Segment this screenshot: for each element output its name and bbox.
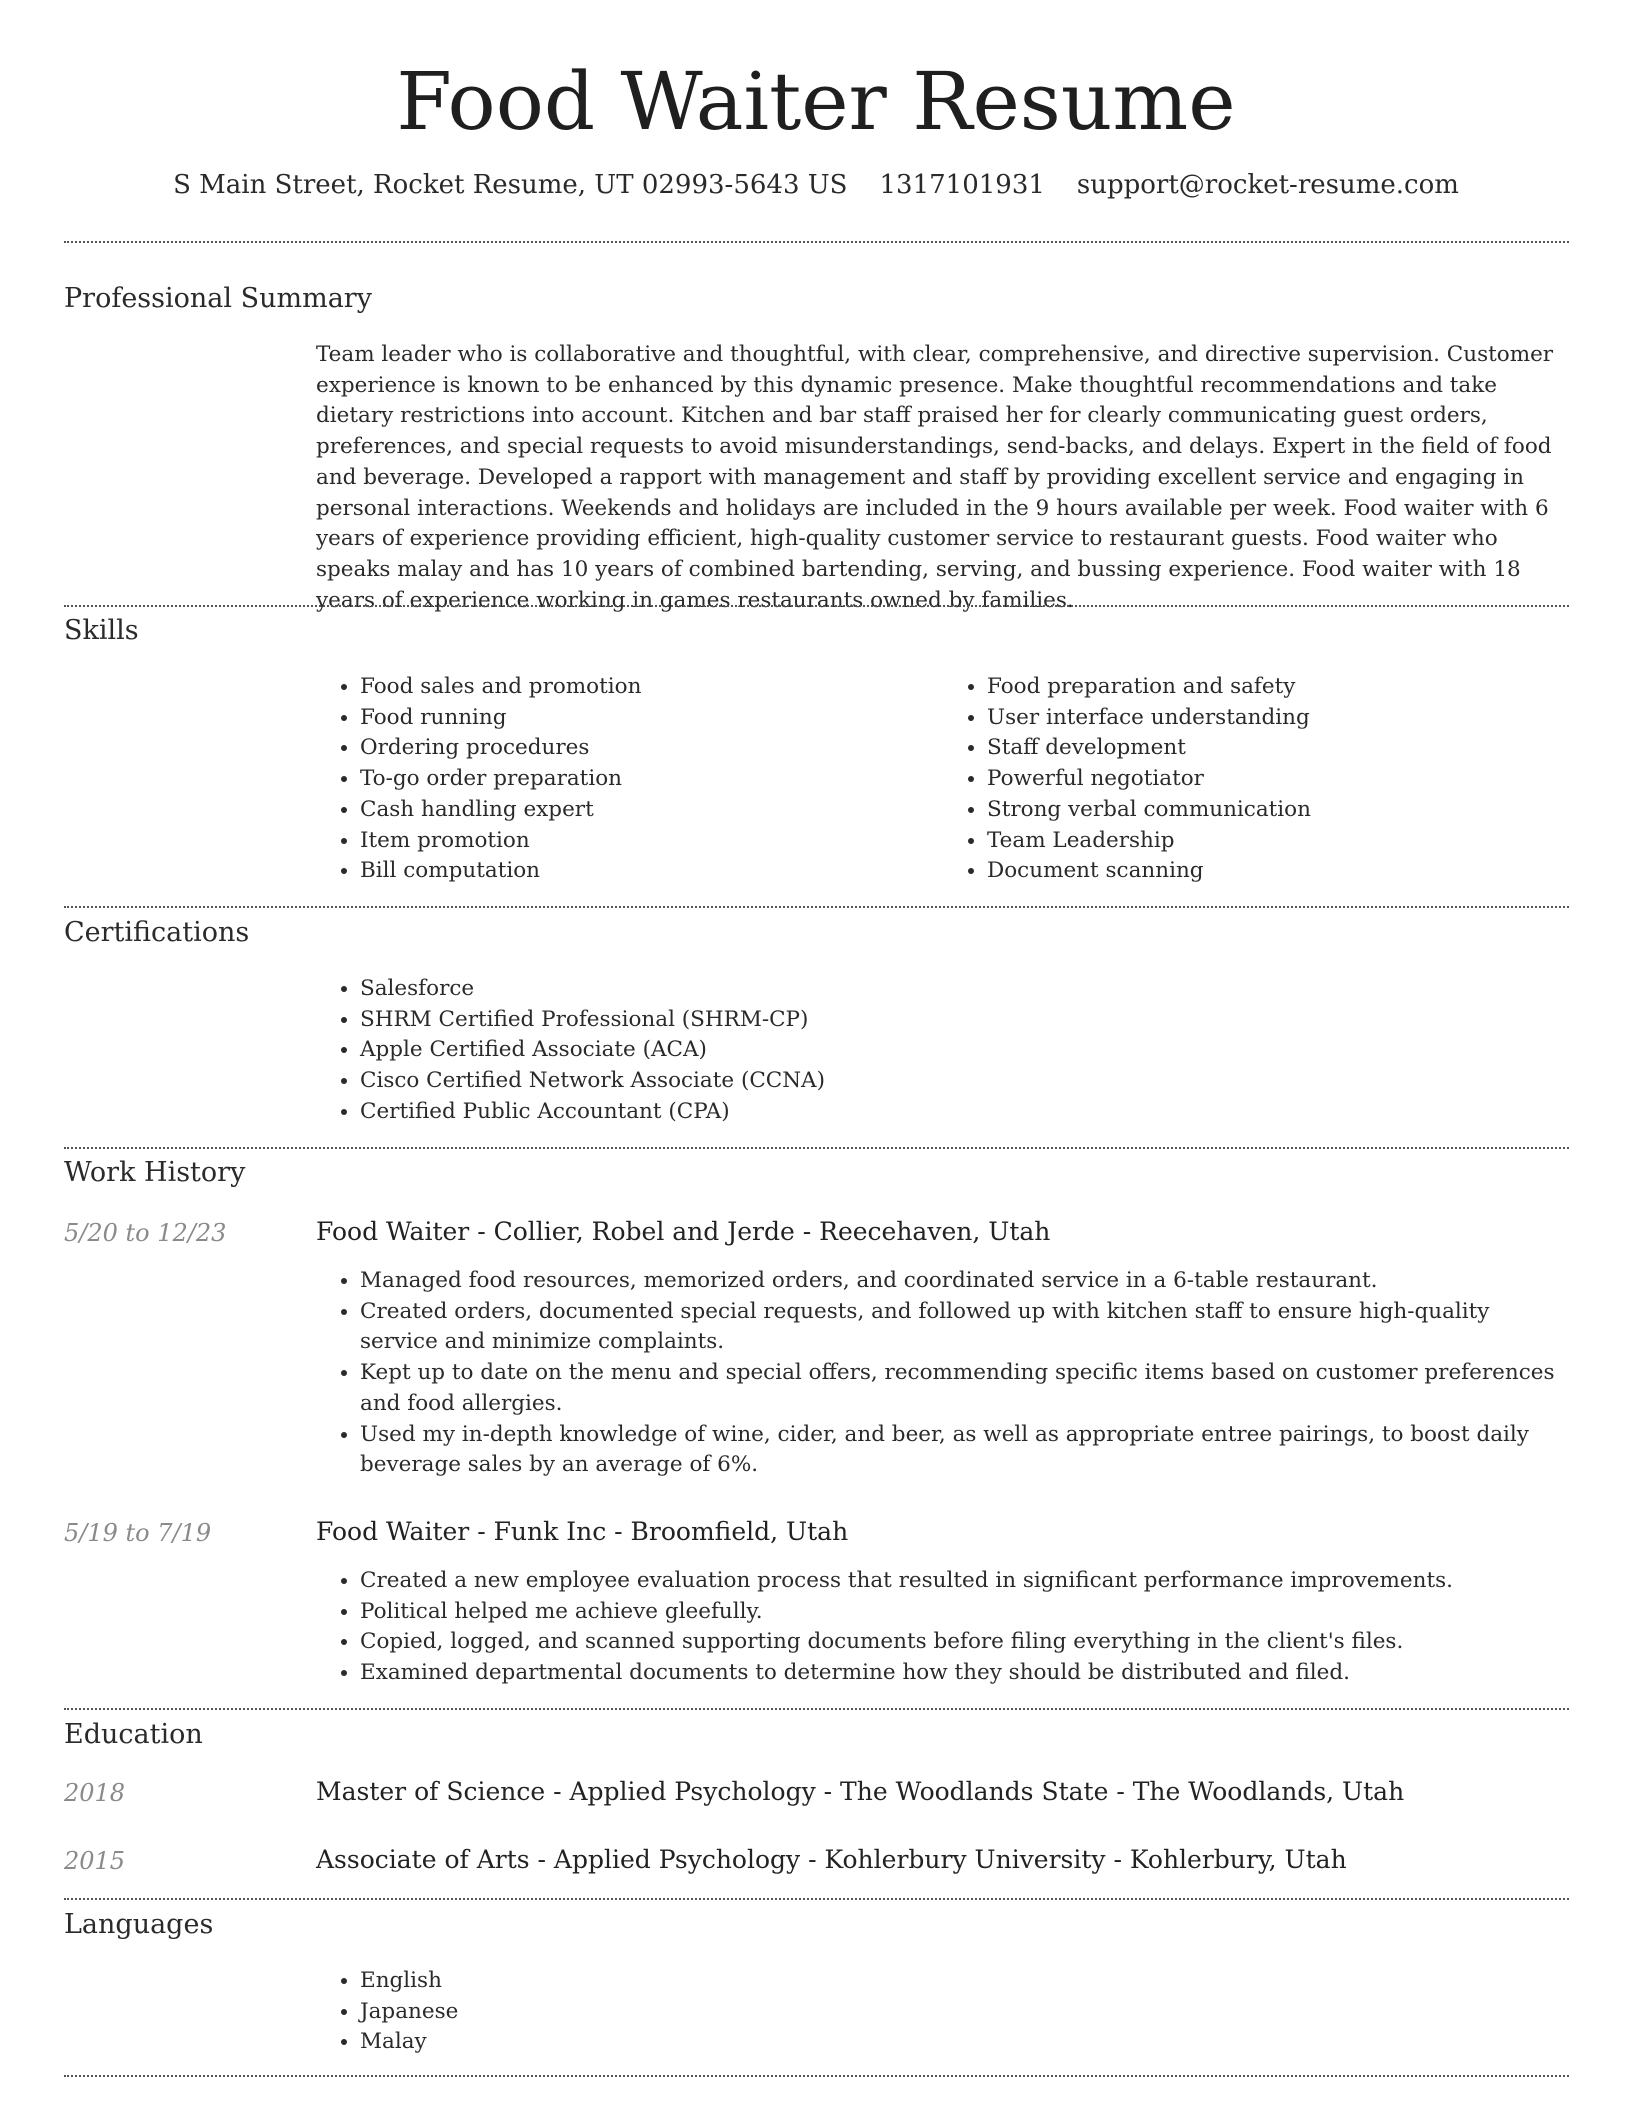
summary-text: Team leader who is collaborative and thoughtful, with clear, comprehensive, and directive supervision. Customer experience is known to be enhanced by this dynamic presence. Make thoughtful recommendations and take dietary restrictions into account. Kitchen and bar staff praised her for clearly communicating guest orders, preferences, and special requests to avoid misunderstandings, send-backs, and delays. Expert in the field of food and beverage. Developed a rapport with management and staff by providing excellent service and engaging in personal interactions. Weekends and holidays are included in the 9 hours available per week. Food waiter with 6 years of experience providing efficient, high-quality customer service to restaurant guests. Food waiter who speaks malay and has 10 years of combined bartending, serving, and bussing experience. Food waiter with 18 years of experience working in games restaurants owned by families. [316,342,1554,613]
education-year: 2015 [64,1847,126,1875]
list-item: • Cisco Certified Network Associate (CCNA) [360,1066,1570,1097]
list-item: • Strong verbal communication [987,795,1570,826]
list-item: • Created orders, documented special requests, and followed up with kitchen staff to ensure high-quality service and minimize complaints. [360,1297,1570,1358]
skills-heading: Skills [64,615,139,646]
list-item: • Japanese [360,1997,1570,2028]
list-item: • Food preparation and safety [987,672,1570,703]
certifications-heading: Certifications [64,917,250,948]
list-item: • SHRM Certified Professional (SHRM-CP) [360,1005,1570,1036]
divider [64,1147,1569,1149]
job-duties [316,1266,1570,1481]
list-item: • Bill computation [360,856,943,887]
job-duties [316,1566,1570,1689]
education-year: 2018 [64,1779,126,1807]
education-detail: Associate of Arts - Applied Psychology - Kohlerbury University - Kohlerbury, Utah [316,1845,1347,1874]
list-item: • Kept up to date on the menu and special offers, recommending specific items based on customer preferences and food allergies. [360,1358,1570,1419]
list-item: • Created a new employee evaluation process that resulted in significant performance improvements. [360,1566,1570,1597]
job-title: Food Waiter - Collier, Robel and Jerde - Reecehaven, Utah [316,1217,1051,1246]
list-item: • Team Leadership [987,826,1570,857]
list-item: • Examined departmental documents to determine how they should be distributed and filed. [360,1658,1570,1689]
divider [64,241,1569,243]
list-item: • Political helped me achieve gleefully. [360,1597,1570,1628]
list-item: • Malay [360,2027,1570,2058]
list-item: • Apple Certified Associate (ACA) [360,1035,1570,1066]
job-dates: 5/20 to 12/23 [64,1219,227,1247]
divider [64,1708,1569,1710]
list-item: • Food sales and promotion [360,672,943,703]
list-item: • Staff development [987,733,1570,764]
summary-section [316,340,1570,616]
summary-heading: Professional Summary [64,283,372,314]
contact-address: S Main Street, Rocket Resume, UT 02993-5643 US [173,170,848,200]
divider [64,2075,1569,2077]
job-duties-list [316,1266,1570,1481]
skills-list-right [943,672,1570,887]
skills-list-left [316,672,943,887]
divider [64,1898,1569,1900]
list-item: • Ordering procedures [360,733,943,764]
job-dates: 5/19 to 7/19 [64,1519,212,1547]
list-item: • Managed food resources, memorized orders, and coordinated service in a 6-table restaurant. [360,1266,1570,1297]
certifications-section [316,974,1570,1128]
languages-section [316,1966,1570,2058]
divider [64,605,1569,607]
list-item: • Cash handling expert [360,795,943,826]
education-heading: Education [64,1719,203,1750]
education-detail: Master of Science - Applied Psychology - The Woodlands State - The Woodlands, Utah [316,1777,1405,1806]
skills-section [316,672,1570,887]
list-item: • Certified Public Accountant (CPA) [360,1097,1570,1128]
list-item: • To-go order preparation [360,764,943,795]
job-duties-list [316,1566,1570,1689]
resume-title: Food Waiter Resume [396,55,1236,148]
list-item: • Document scanning [987,856,1570,887]
list-item: • Used my in-depth knowledge of wine, cider, and beer, as well as appropriate entree pairings, to boost daily beverage sales by an average of 6%. [360,1420,1570,1481]
work-history-heading: Work History [64,1157,246,1188]
list-item: • English [360,1966,1570,1997]
job-title: Food Waiter - Funk Inc - Broomfield, Utah [316,1517,849,1546]
list-item: • Powerful negotiator [987,764,1570,795]
languages-heading: Languages [64,1909,214,1940]
list-item: • Food running [360,703,943,734]
list-item: • Copied, logged, and scanned supporting documents before filing everything in the client's files. [360,1627,1570,1658]
list-item: • Item promotion [360,826,943,857]
languages-list [316,1966,1570,2058]
contact-line [0,170,1632,200]
divider [64,906,1569,908]
list-item: • Salesforce [360,974,1570,1005]
contact-phone: 1317101931 [879,170,1045,200]
contact-email: support@rocket-resume.com [1076,170,1459,200]
list-item: • User interface understanding [987,703,1570,734]
certifications-list [316,974,1570,1128]
